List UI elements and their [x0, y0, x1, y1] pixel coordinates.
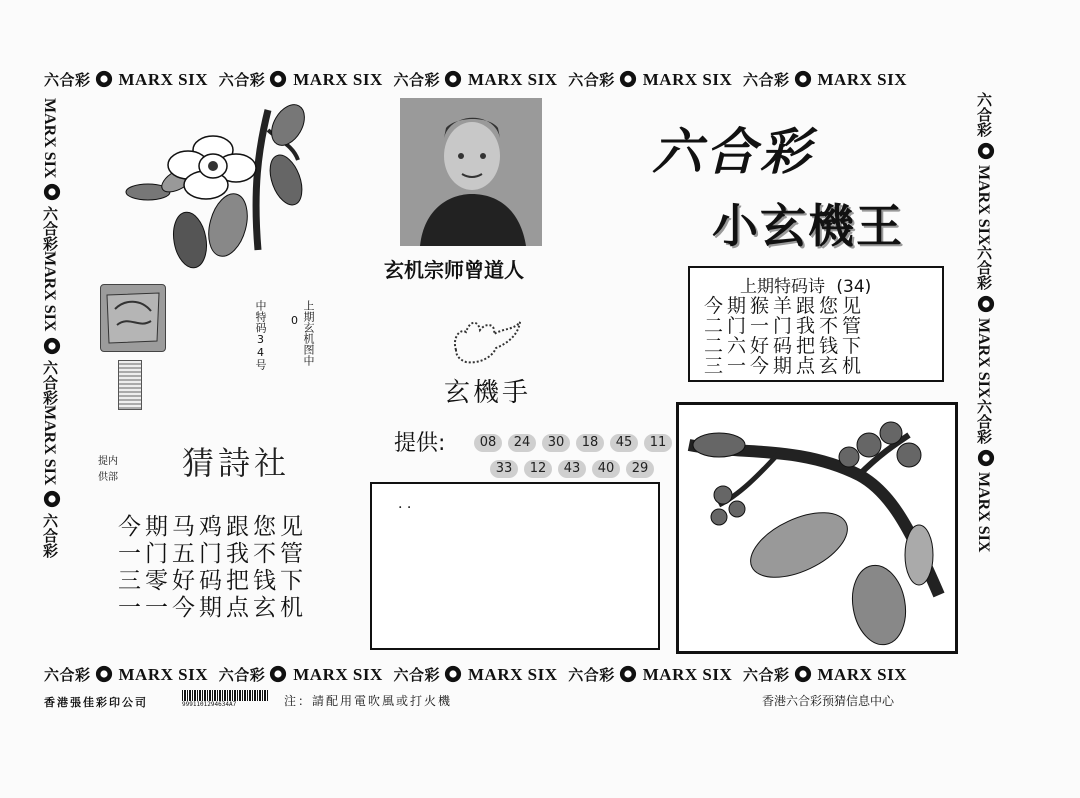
barcode	[182, 690, 268, 708]
flower-icon	[95, 70, 113, 88]
poem-line: 今期马鸡跟您见	[118, 514, 307, 540]
club-name: 猜詩社	[182, 444, 291, 482]
plant-branch-icon	[679, 405, 955, 651]
number-ball: 24	[508, 434, 536, 452]
note-hit: 中特码34号	[254, 300, 267, 370]
border-brand-en: MARX SIX	[975, 165, 992, 246]
border-brand-en: MARX SIX	[642, 70, 733, 89]
last-poem-lines	[704, 296, 865, 376]
border-brand-cn: 六合彩	[975, 92, 993, 137]
number-ball: 43	[558, 460, 586, 478]
footer-note: 注：請配用電吹風或打火機	[284, 694, 453, 708]
border-brand-cn: 六合彩	[218, 666, 266, 684]
border-brand-cn: 六合彩	[41, 206, 59, 252]
last-poem-line: 三一今期点玄机	[704, 355, 866, 377]
border-brand-en: MARX SIX	[817, 665, 907, 684]
number-ball: 12	[524, 460, 552, 478]
flower-icon	[977, 449, 995, 467]
border-brand-cn: 六合彩	[568, 71, 615, 89]
border-brand-en: MARX SIX	[41, 404, 58, 486]
last-poem-title-text: 上期特码诗	[740, 277, 825, 297]
flower-icon	[619, 665, 637, 683]
last-poem-line: 二六好码把钱下	[704, 335, 866, 357]
flower-icon	[43, 490, 61, 508]
number-ball: 18	[576, 434, 604, 452]
left-border	[40, 98, 64, 658]
portrait-caption: 玄机宗师曾道人	[384, 258, 524, 282]
border-brand-cn: 六合彩	[975, 245, 993, 291]
border-brand-en: MARX SIX	[118, 665, 208, 684]
number-ball: 40	[592, 460, 620, 478]
border-brand-cn: 六合彩	[393, 71, 441, 89]
border-brand-cn: 六合彩	[568, 666, 615, 684]
last-poem-issue: (34)	[836, 277, 872, 297]
number-ball: 08	[474, 434, 502, 452]
border-brand-en: MARX SIX	[975, 471, 992, 553]
numbers-row-1	[474, 431, 678, 452]
flower-icon	[619, 70, 637, 88]
scroll-bar-decor	[118, 360, 142, 410]
flower-icon	[43, 337, 61, 355]
provider-b: 供部	[98, 472, 118, 483]
flower-icon	[794, 70, 812, 88]
last-poem-line: 二门一门我不管	[704, 315, 866, 337]
main-poem	[118, 514, 307, 622]
number-ball: 11	[644, 434, 672, 452]
barcode-number: 9991101294634A7	[182, 701, 237, 708]
flower-icon	[444, 70, 462, 88]
border-brand-cn: 六合彩	[218, 71, 266, 89]
hand-label: 玄機手	[444, 378, 532, 408]
bottom-border	[44, 664, 913, 685]
note-zero: 0	[288, 314, 301, 327]
plant-illustration-box	[676, 402, 958, 654]
border-brand-en: MARX SIX	[975, 318, 992, 399]
border-brand-cn: 六合彩	[393, 666, 441, 684]
border-brand-cn: 六合彩	[975, 398, 993, 444]
flower-icon	[977, 142, 995, 160]
barcode-icon	[182, 690, 268, 701]
last-poem-line: 今期猴羊跟您见	[704, 295, 866, 317]
numbers-row-2	[490, 457, 660, 478]
top-border	[44, 69, 913, 90]
number-ball: 29	[626, 460, 654, 478]
number-ball: 30	[542, 434, 570, 452]
stamp-icon	[101, 285, 165, 351]
flower-icon	[43, 183, 61, 201]
hand-icon	[448, 310, 526, 368]
border-brand-en: MARX SIX	[293, 665, 383, 684]
border-brand-cn: 六合彩	[41, 359, 59, 405]
border-brand-en: MARX SIX	[642, 665, 733, 684]
border-brand-en: MARX SIX	[817, 70, 907, 89]
poem-line: 一门五门我不管	[118, 541, 307, 567]
printer-name: 香港張佳彩印公司	[44, 696, 148, 709]
right-border	[974, 92, 998, 658]
flower-icon	[95, 665, 113, 683]
border-brand-en: MARX SIX	[468, 70, 558, 89]
answer-box	[370, 482, 660, 650]
last-poem-box	[688, 266, 944, 382]
person-portrait-icon	[400, 98, 542, 246]
border-brand-en: MARX SIX	[293, 70, 383, 89]
page-subtitle: 小玄機王	[712, 199, 904, 253]
last-poem-title	[740, 272, 871, 297]
provider-a: 提内	[98, 456, 118, 467]
camellia-illustration	[118, 100, 308, 270]
poem-line: 一一今期点玄机	[118, 595, 307, 621]
portrait-photo	[400, 98, 542, 246]
poem-line: 三零好码把钱下	[118, 568, 307, 594]
border-brand-cn: 六合彩	[743, 71, 790, 89]
border-brand-en: MARX SIX	[118, 70, 208, 89]
answer-dots: . .	[398, 496, 412, 512]
number-ball: 45	[610, 434, 638, 452]
number-ball: 33	[490, 460, 518, 478]
flower-icon	[444, 665, 462, 683]
note-last-map-text: 上期玄机图中	[302, 300, 315, 366]
numbers-label: 提供:	[394, 431, 446, 456]
flower-icon	[794, 665, 812, 683]
border-brand-cn: 六合彩	[44, 71, 91, 89]
flower-icon	[977, 295, 995, 313]
flower-icon	[269, 665, 287, 683]
stamp-illustration	[100, 284, 166, 352]
border-brand-en: MARX SIX	[41, 98, 58, 179]
footer-center: 香港六合彩预猜信息中心	[762, 694, 895, 708]
flower-icon	[269, 70, 287, 88]
border-brand-cn: 六合彩	[44, 666, 91, 684]
border-brand-en: MARX SIX	[468, 665, 558, 684]
note-last-map	[302, 300, 315, 400]
border-brand-cn: 六合彩	[41, 513, 59, 559]
border-brand-en: MARX SIX	[41, 251, 58, 332]
page-title: 六合彩	[652, 123, 814, 181]
border-brand-cn: 六合彩	[743, 666, 790, 684]
